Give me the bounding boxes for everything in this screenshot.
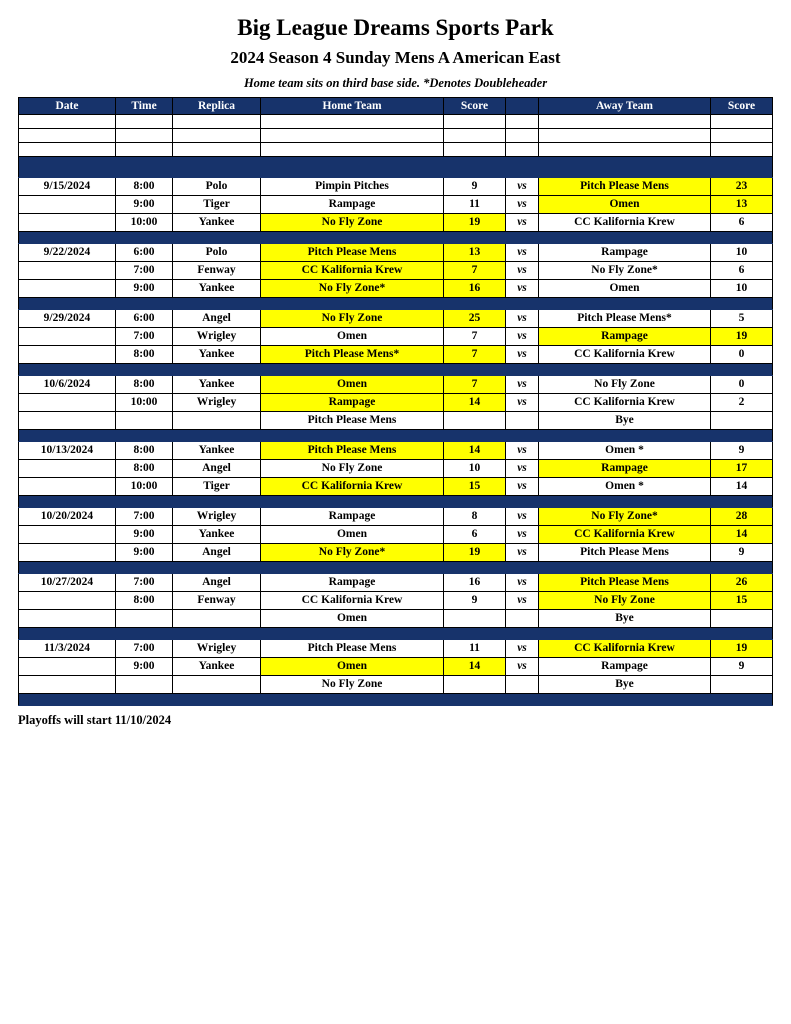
bye-row bbox=[19, 411, 773, 429]
empty-cell bbox=[539, 128, 711, 142]
game-row bbox=[19, 459, 773, 477]
separator-row bbox=[19, 363, 773, 375]
home-team-cell: Rampage bbox=[261, 195, 444, 213]
game-row bbox=[19, 195, 773, 213]
separator-band bbox=[19, 561, 773, 573]
time-cell: 7:00 bbox=[116, 327, 173, 345]
time-cell: 10:00 bbox=[116, 477, 173, 495]
replica-cell: Polo bbox=[173, 177, 261, 195]
replica-cell: Yankee bbox=[173, 441, 261, 459]
home-score-cell: 11 bbox=[444, 639, 506, 657]
time-cell: 7:00 bbox=[116, 639, 173, 657]
vs-cell: vs bbox=[506, 573, 539, 591]
replica-cell: Yankee bbox=[173, 345, 261, 363]
column-header-score: Score bbox=[711, 97, 773, 114]
separator-row bbox=[19, 156, 773, 177]
away-team-cell: No Fly Zone bbox=[539, 375, 711, 393]
away-score-cell: 28 bbox=[711, 507, 773, 525]
date-cell bbox=[19, 345, 116, 363]
game-row bbox=[19, 393, 773, 411]
away-score-cell: 9 bbox=[711, 441, 773, 459]
date-cell bbox=[19, 609, 116, 627]
separator-row bbox=[19, 429, 773, 441]
home-score-cell: 7 bbox=[444, 327, 506, 345]
empty-cell bbox=[116, 114, 173, 128]
home-team-cell: Pitch Please Mens bbox=[261, 411, 444, 429]
date-cell bbox=[19, 411, 116, 429]
away-score-cell: 2 bbox=[711, 393, 773, 411]
bye-row bbox=[19, 609, 773, 627]
date-cell bbox=[19, 213, 116, 231]
empty-cell bbox=[506, 142, 539, 156]
separator-row bbox=[19, 297, 773, 309]
time-cell bbox=[116, 675, 173, 693]
home-team-cell: Rampage bbox=[261, 573, 444, 591]
home-score-cell: 19 bbox=[444, 213, 506, 231]
time-cell: 9:00 bbox=[116, 543, 173, 561]
replica-cell: Wrigley bbox=[173, 507, 261, 525]
date-cell: 11/3/2024 bbox=[19, 639, 116, 657]
separator-row bbox=[19, 231, 773, 243]
away-team-cell: CC Kalifornia Krew bbox=[539, 345, 711, 363]
game-row bbox=[19, 591, 773, 609]
home-team-cell: No Fly Zone bbox=[261, 213, 444, 231]
away-team-cell: CC Kalifornia Krew bbox=[539, 213, 711, 231]
replica-cell: Tiger bbox=[173, 195, 261, 213]
replica-cell: Angel bbox=[173, 459, 261, 477]
separator-row bbox=[19, 561, 773, 573]
header-row bbox=[19, 97, 773, 114]
home-team-cell: Omen bbox=[261, 609, 444, 627]
away-team-cell: Bye bbox=[539, 411, 711, 429]
playoffs-note: Playoffs will start 11/10/2024 bbox=[18, 712, 172, 727]
vs-cell: vs bbox=[506, 393, 539, 411]
column-header-home-team: Home Team bbox=[261, 97, 444, 114]
schedule-note: Home team sits on third base side. *Denotes Doubleheader bbox=[243, 75, 548, 90]
time-cell: 7:00 bbox=[116, 507, 173, 525]
away-team-cell: Bye bbox=[539, 675, 711, 693]
column-header-replica: Replica bbox=[173, 97, 261, 114]
vs-cell: vs bbox=[506, 657, 539, 675]
away-team-cell: Omen bbox=[539, 279, 711, 297]
date-cell bbox=[19, 261, 116, 279]
vs-cell: vs bbox=[506, 177, 539, 195]
game-row bbox=[19, 639, 773, 657]
replica-cell: Angel bbox=[173, 309, 261, 327]
time-cell: 8:00 bbox=[116, 375, 173, 393]
page-subtitle: 2024 Season 4 Sunday Mens A American East bbox=[230, 47, 561, 67]
replica-cell: Angel bbox=[173, 543, 261, 561]
home-team-cell: Pitch Please Mens bbox=[261, 243, 444, 261]
time-cell: 9:00 bbox=[116, 525, 173, 543]
vs-cell: vs bbox=[506, 639, 539, 657]
column-header-time: Time bbox=[116, 97, 173, 114]
away-team-cell: Rampage bbox=[539, 657, 711, 675]
time-cell: 10:00 bbox=[116, 393, 173, 411]
home-team-cell: No Fly Zone* bbox=[261, 279, 444, 297]
game-row bbox=[19, 279, 773, 297]
empty-cell bbox=[173, 128, 261, 142]
game-row bbox=[19, 507, 773, 525]
home-team-cell: Omen bbox=[261, 327, 444, 345]
home-team-cell: CC Kalifornia Krew bbox=[261, 591, 444, 609]
away-team-cell: No Fly Zone* bbox=[539, 507, 711, 525]
separator-band bbox=[19, 363, 773, 375]
home-team-cell: Omen bbox=[261, 375, 444, 393]
empty-cell bbox=[173, 142, 261, 156]
away-team-cell: No Fly Zone* bbox=[539, 261, 711, 279]
away-score-cell: 19 bbox=[711, 327, 773, 345]
empty-cell bbox=[19, 128, 116, 142]
away-score-cell: 9 bbox=[711, 657, 773, 675]
time-cell: 9:00 bbox=[116, 279, 173, 297]
separator-band bbox=[19, 495, 773, 507]
date-cell bbox=[19, 591, 116, 609]
home-score-cell: 14 bbox=[444, 393, 506, 411]
empty-cell bbox=[19, 142, 116, 156]
empty-row bbox=[19, 128, 773, 142]
schedule-body bbox=[19, 114, 773, 705]
home-team-cell: Pitch Please Mens* bbox=[261, 345, 444, 363]
date-cell bbox=[19, 657, 116, 675]
empty-cell bbox=[506, 114, 539, 128]
time-cell: 8:00 bbox=[116, 459, 173, 477]
home-score-cell bbox=[444, 675, 506, 693]
away-score-cell: 0 bbox=[711, 345, 773, 363]
vs-cell: vs bbox=[506, 261, 539, 279]
page-title: Big League Dreams Sports Park bbox=[237, 15, 554, 40]
date-cell: 9/22/2024 bbox=[19, 243, 116, 261]
time-cell: 8:00 bbox=[116, 441, 173, 459]
away-score-cell: 0 bbox=[711, 375, 773, 393]
time-cell: 8:00 bbox=[116, 591, 173, 609]
empty-cell bbox=[261, 142, 444, 156]
empty-cell bbox=[261, 128, 444, 142]
vs-cell: vs bbox=[506, 243, 539, 261]
empty-cell bbox=[116, 142, 173, 156]
schedule-table bbox=[18, 97, 773, 706]
empty-cell bbox=[711, 142, 773, 156]
away-team-cell: CC Kalifornia Krew bbox=[539, 393, 711, 411]
home-team-cell: Pimpin Pitches bbox=[261, 177, 444, 195]
home-score-cell: 9 bbox=[444, 591, 506, 609]
time-cell: 8:00 bbox=[116, 177, 173, 195]
home-team-cell: Rampage bbox=[261, 507, 444, 525]
replica-cell: Yankee bbox=[173, 525, 261, 543]
empty-cell bbox=[261, 114, 444, 128]
away-score-cell bbox=[711, 609, 773, 627]
away-team-cell: Omen bbox=[539, 195, 711, 213]
replica-cell bbox=[173, 411, 261, 429]
away-score-cell: 6 bbox=[711, 261, 773, 279]
vs-cell: vs bbox=[506, 195, 539, 213]
time-cell: 6:00 bbox=[116, 309, 173, 327]
vs-cell: vs bbox=[506, 213, 539, 231]
date-cell bbox=[19, 195, 116, 213]
home-team-cell: Omen bbox=[261, 525, 444, 543]
time-cell bbox=[116, 609, 173, 627]
home-score-cell: 19 bbox=[444, 543, 506, 561]
time-cell: 8:00 bbox=[116, 345, 173, 363]
home-score-cell: 15 bbox=[444, 477, 506, 495]
empty-cell bbox=[444, 114, 506, 128]
separator-row bbox=[19, 495, 773, 507]
date-cell: 9/29/2024 bbox=[19, 309, 116, 327]
time-cell: 7:00 bbox=[116, 573, 173, 591]
empty-cell bbox=[539, 142, 711, 156]
away-score-cell: 5 bbox=[711, 309, 773, 327]
vs-cell: vs bbox=[506, 345, 539, 363]
home-score-cell: 7 bbox=[444, 375, 506, 393]
replica-cell: Angel bbox=[173, 573, 261, 591]
away-score-cell: 23 bbox=[711, 177, 773, 195]
replica-cell: Wrigley bbox=[173, 393, 261, 411]
home-score-cell: 10 bbox=[444, 459, 506, 477]
empty-cell bbox=[444, 128, 506, 142]
away-score-cell: 17 bbox=[711, 459, 773, 477]
game-row bbox=[19, 213, 773, 231]
replica-cell: Yankee bbox=[173, 375, 261, 393]
separator-band bbox=[19, 693, 773, 705]
replica-cell: Tiger bbox=[173, 477, 261, 495]
home-team-cell: Pitch Please Mens bbox=[261, 441, 444, 459]
vs-cell: vs bbox=[506, 375, 539, 393]
vs-cell: vs bbox=[506, 327, 539, 345]
empty-cell bbox=[711, 114, 773, 128]
vs-cell: vs bbox=[506, 441, 539, 459]
separator-row bbox=[19, 627, 773, 639]
away-team-cell: Pitch Please Mens bbox=[539, 177, 711, 195]
home-score-cell: 11 bbox=[444, 195, 506, 213]
vs-cell: vs bbox=[506, 309, 539, 327]
date-cell bbox=[19, 477, 116, 495]
vs-cell bbox=[506, 609, 539, 627]
home-team-cell: No Fly Zone bbox=[261, 309, 444, 327]
column-header-date: Date bbox=[19, 97, 116, 114]
game-row bbox=[19, 309, 773, 327]
game-row bbox=[19, 243, 773, 261]
vs-cell bbox=[506, 675, 539, 693]
away-team-cell: Omen * bbox=[539, 477, 711, 495]
column-header-away-team: Away Team bbox=[539, 97, 711, 114]
away-team-cell: CC Kalifornia Krew bbox=[539, 525, 711, 543]
home-score-cell: 13 bbox=[444, 243, 506, 261]
date-cell bbox=[19, 459, 116, 477]
vs-cell: vs bbox=[506, 525, 539, 543]
away-score-cell: 14 bbox=[711, 525, 773, 543]
game-row bbox=[19, 477, 773, 495]
away-team-cell: Bye bbox=[539, 609, 711, 627]
separator-band bbox=[19, 429, 773, 441]
time-cell: 10:00 bbox=[116, 213, 173, 231]
home-team-cell: No Fly Zone bbox=[261, 459, 444, 477]
away-score-cell bbox=[711, 411, 773, 429]
home-score-cell: 7 bbox=[444, 345, 506, 363]
away-team-cell: Rampage bbox=[539, 243, 711, 261]
home-score-cell bbox=[444, 411, 506, 429]
date-cell: 10/13/2024 bbox=[19, 441, 116, 459]
replica-cell bbox=[173, 675, 261, 693]
time-cell: 9:00 bbox=[116, 657, 173, 675]
empty-cell bbox=[539, 114, 711, 128]
separator-band bbox=[19, 627, 773, 639]
game-row bbox=[19, 327, 773, 345]
date-cell: 10/6/2024 bbox=[19, 375, 116, 393]
away-team-cell: CC Kalifornia Krew bbox=[539, 639, 711, 657]
away-score-cell: 19 bbox=[711, 639, 773, 657]
game-row bbox=[19, 543, 773, 561]
vs-cell: vs bbox=[506, 507, 539, 525]
replica-cell bbox=[173, 609, 261, 627]
away-score-cell: 13 bbox=[711, 195, 773, 213]
empty-row bbox=[19, 114, 773, 128]
vs-cell: vs bbox=[506, 477, 539, 495]
home-team-cell: CC Kalifornia Krew bbox=[261, 477, 444, 495]
separator-band bbox=[19, 156, 773, 177]
home-score-cell: 25 bbox=[444, 309, 506, 327]
date-cell bbox=[19, 525, 116, 543]
vs-cell: vs bbox=[506, 543, 539, 561]
away-score-cell: 26 bbox=[711, 573, 773, 591]
away-score-cell: 6 bbox=[711, 213, 773, 231]
date-cell: 10/20/2024 bbox=[19, 507, 116, 525]
game-row bbox=[19, 441, 773, 459]
replica-cell: Wrigley bbox=[173, 327, 261, 345]
game-row bbox=[19, 525, 773, 543]
away-team-cell: Omen * bbox=[539, 441, 711, 459]
date-cell: 10/27/2024 bbox=[19, 573, 116, 591]
replica-cell: Fenway bbox=[173, 261, 261, 279]
vs-cell: vs bbox=[506, 459, 539, 477]
empty-cell bbox=[19, 114, 116, 128]
away-team-cell: Pitch Please Mens bbox=[539, 573, 711, 591]
home-team-cell: CC Kalifornia Krew bbox=[261, 261, 444, 279]
empty-cell bbox=[506, 128, 539, 142]
away-score-cell: 10 bbox=[711, 243, 773, 261]
home-team-cell: No Fly Zone* bbox=[261, 543, 444, 561]
separator-band bbox=[19, 297, 773, 309]
home-team-cell: Omen bbox=[261, 657, 444, 675]
away-team-cell: Rampage bbox=[539, 327, 711, 345]
home-team-cell: Pitch Please Mens bbox=[261, 639, 444, 657]
game-row bbox=[19, 345, 773, 363]
away-team-cell: Pitch Please Mens* bbox=[539, 309, 711, 327]
time-cell bbox=[116, 411, 173, 429]
empty-cell bbox=[444, 142, 506, 156]
home-score-cell: 9 bbox=[444, 177, 506, 195]
time-cell: 7:00 bbox=[116, 261, 173, 279]
home-team-cell: Rampage bbox=[261, 393, 444, 411]
date-cell bbox=[19, 543, 116, 561]
replica-cell: Polo bbox=[173, 243, 261, 261]
game-row bbox=[19, 177, 773, 195]
home-score-cell: 16 bbox=[444, 279, 506, 297]
replica-cell: Yankee bbox=[173, 657, 261, 675]
home-score-cell: 8 bbox=[444, 507, 506, 525]
away-score-cell: 14 bbox=[711, 477, 773, 495]
away-team-cell: Rampage bbox=[539, 459, 711, 477]
home-score-cell: 16 bbox=[444, 573, 506, 591]
empty-cell bbox=[173, 114, 261, 128]
vs-cell: vs bbox=[506, 279, 539, 297]
replica-cell: Fenway bbox=[173, 591, 261, 609]
column-header-score: Score bbox=[444, 97, 506, 114]
time-cell: 6:00 bbox=[116, 243, 173, 261]
away-score-cell: 10 bbox=[711, 279, 773, 297]
time-cell: 9:00 bbox=[116, 195, 173, 213]
home-score-cell: 7 bbox=[444, 261, 506, 279]
home-score-cell: 14 bbox=[444, 441, 506, 459]
column-header-vs bbox=[506, 97, 539, 114]
away-team-cell: Pitch Please Mens bbox=[539, 543, 711, 561]
bye-row bbox=[19, 675, 773, 693]
vs-cell bbox=[506, 411, 539, 429]
empty-cell bbox=[711, 128, 773, 142]
replica-cell: Wrigley bbox=[173, 639, 261, 657]
game-row bbox=[19, 573, 773, 591]
date-cell bbox=[19, 675, 116, 693]
replica-cell: Yankee bbox=[173, 213, 261, 231]
away-score-cell: 15 bbox=[711, 591, 773, 609]
separator-band bbox=[19, 231, 773, 243]
date-cell bbox=[19, 393, 116, 411]
home-score-cell: 6 bbox=[444, 525, 506, 543]
game-row bbox=[19, 657, 773, 675]
home-score-cell bbox=[444, 609, 506, 627]
date-cell bbox=[19, 279, 116, 297]
replica-cell: Yankee bbox=[173, 279, 261, 297]
empty-row bbox=[19, 142, 773, 156]
game-row bbox=[19, 375, 773, 393]
separator-row bbox=[19, 693, 773, 705]
game-row bbox=[19, 261, 773, 279]
empty-cell bbox=[116, 128, 173, 142]
date-cell: 9/15/2024 bbox=[19, 177, 116, 195]
away-score-cell: 9 bbox=[711, 543, 773, 561]
home-score-cell: 14 bbox=[444, 657, 506, 675]
date-cell bbox=[19, 327, 116, 345]
vs-cell: vs bbox=[506, 591, 539, 609]
away-score-cell bbox=[711, 675, 773, 693]
home-team-cell: No Fly Zone bbox=[261, 675, 444, 693]
away-team-cell: No Fly Zone bbox=[539, 591, 711, 609]
